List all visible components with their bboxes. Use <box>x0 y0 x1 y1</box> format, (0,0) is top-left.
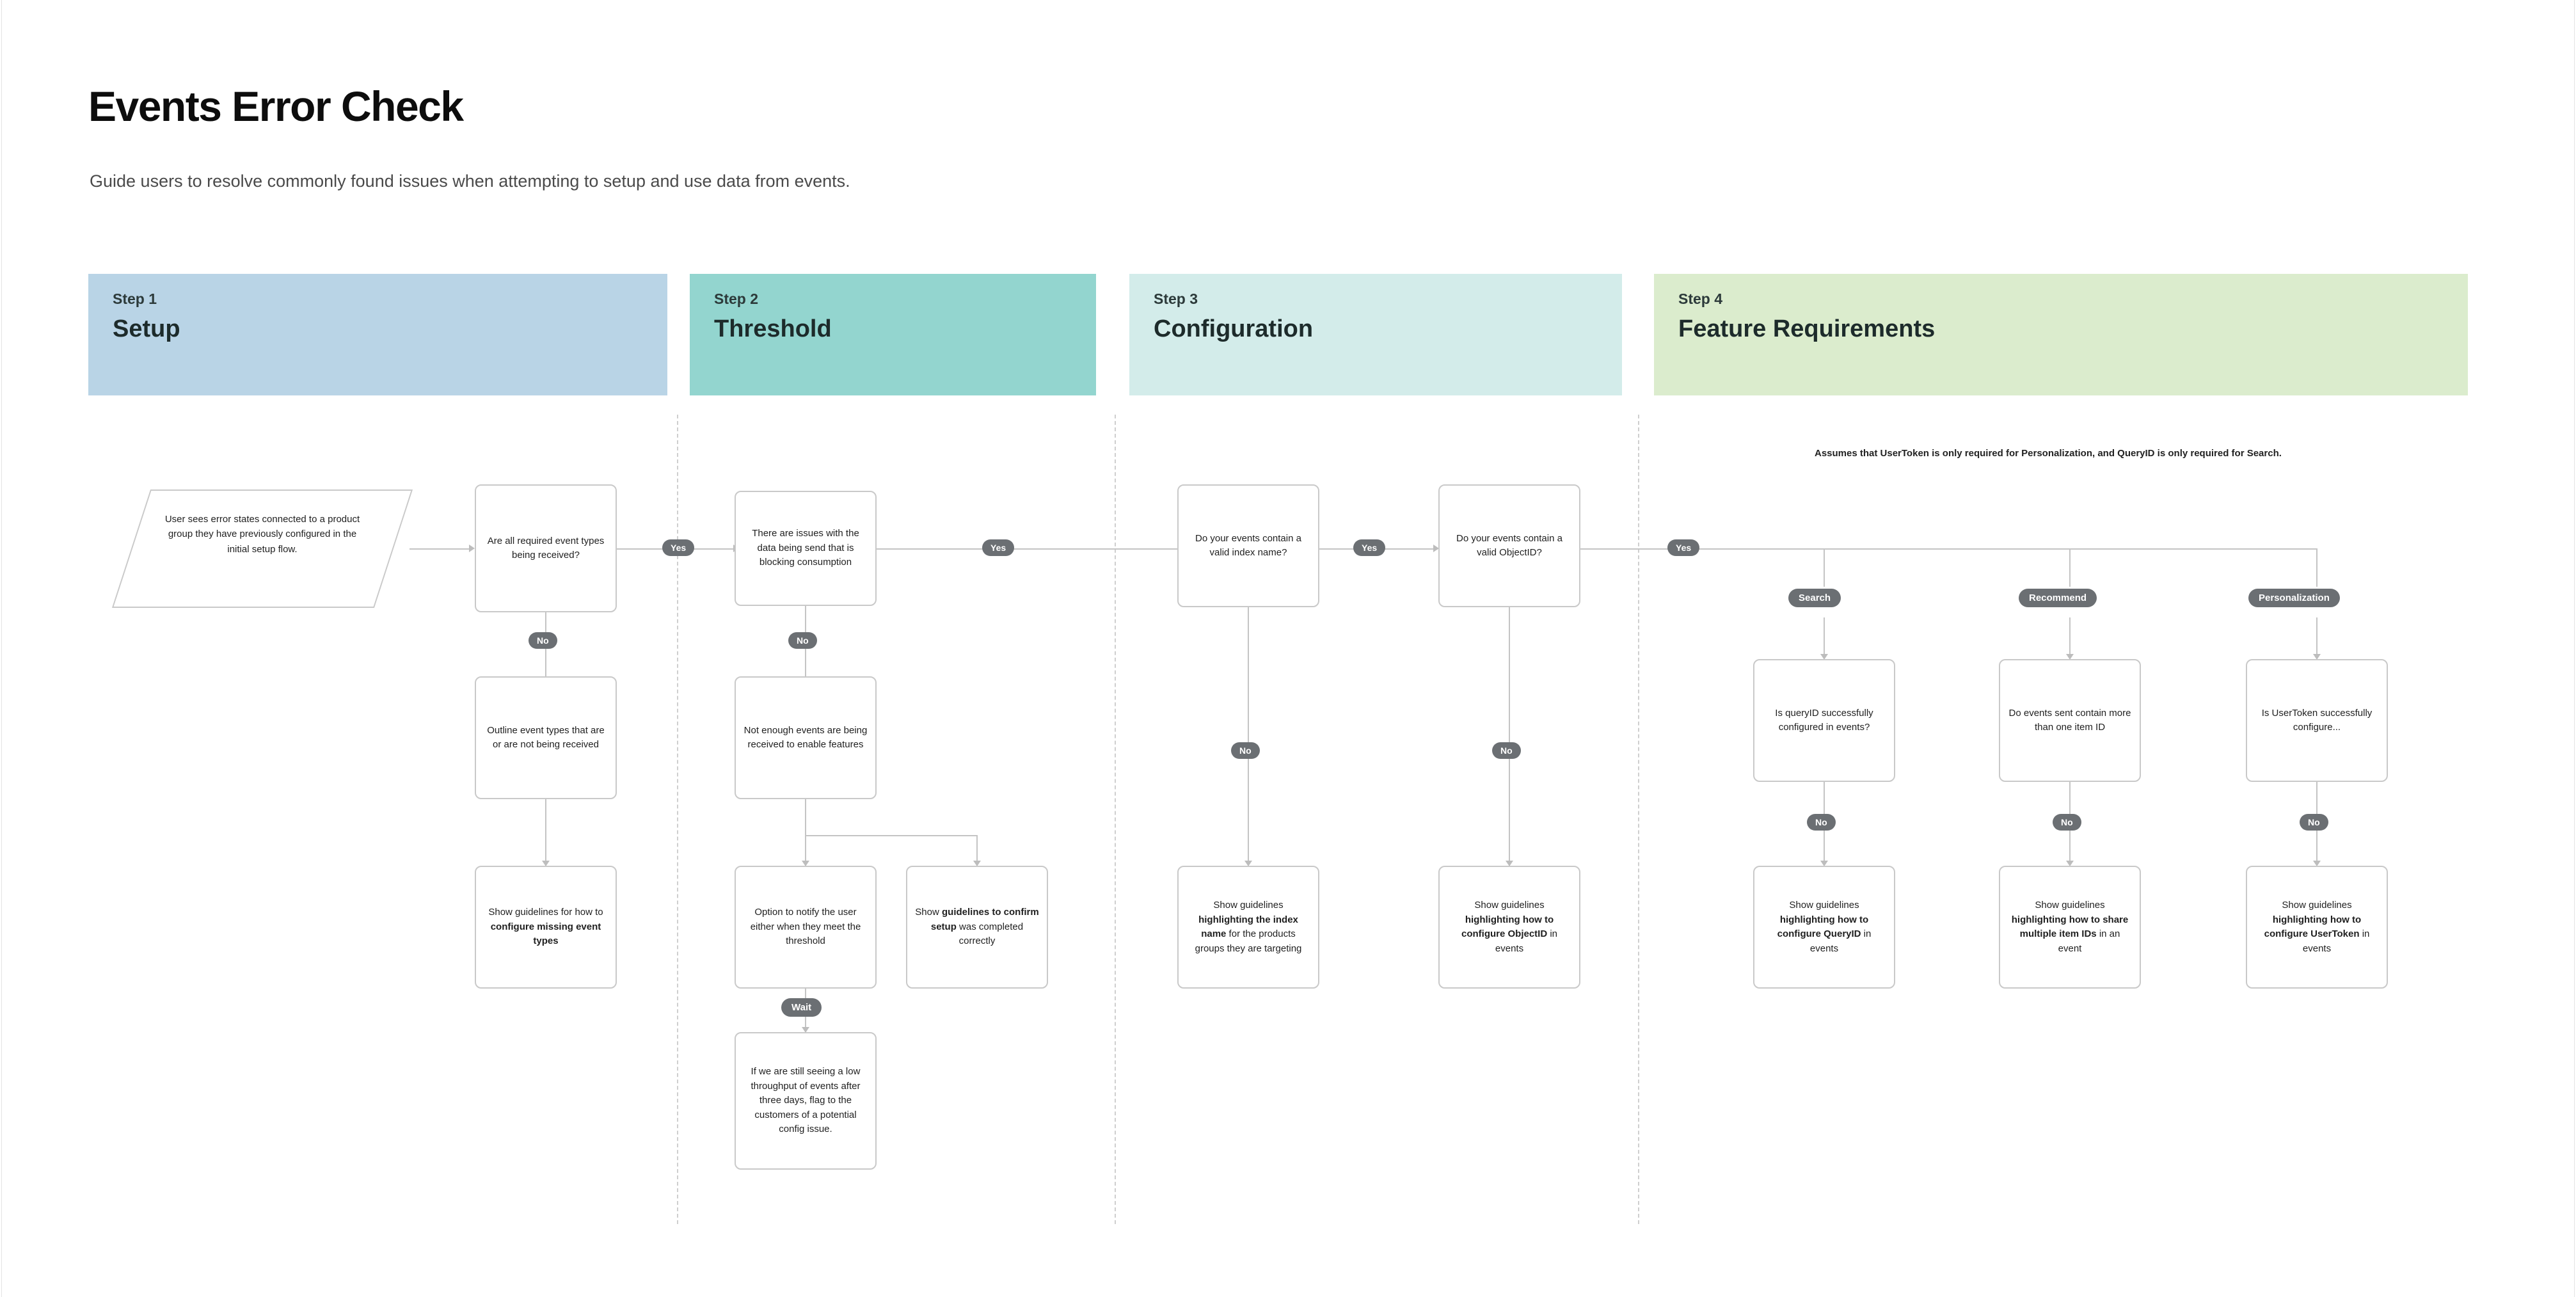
connector-q3-no <box>1248 607 1249 870</box>
pill-no-step4b: No <box>2053 814 2081 831</box>
node-usertoken-guidelines[interactable] <box>2246 866 2388 989</box>
assumption-note: Assumes that UserToken is only required for Personalization, and QueryID is only required for Search. <box>1815 448 2282 459</box>
node-outline-event-types[interactable]: Outline event types that are or are not being received <box>475 676 617 799</box>
page-title: Events Error Check <box>88 83 463 130</box>
step-4-number: Step 4 <box>1678 290 1723 307</box>
lane-divider-2 <box>1115 415 1116 1224</box>
pill-no-step3a: No <box>1231 742 1260 759</box>
step-3-number: Step 3 <box>1154 290 1198 307</box>
decision-data-issues-blocking-consumption[interactable]: There are issues with the data being send that is blocking consumption <box>735 491 877 606</box>
step-header-feature-requirements <box>1654 274 2468 395</box>
decision-valid-objectid[interactable]: Do your events contain a valid ObjectID? <box>1438 484 1580 607</box>
step-4-name: Feature Requirements <box>1678 315 1936 342</box>
step-1-number: Step 1 <box>113 290 157 307</box>
pill-yes-step2: Yes <box>982 539 1014 556</box>
step-header-configuration <box>1129 274 1622 395</box>
pill-yes-step1: Yes <box>662 539 694 556</box>
connector-n1-guide <box>545 799 546 867</box>
pill-personalization: Personalization <box>2248 589 2340 607</box>
node-notify-threshold[interactable]: Option to notify the user either when they meet the threshold <box>735 866 877 989</box>
connector-q2-yes <box>877 548 1182 550</box>
pill-no-step1: No <box>529 632 557 649</box>
connector-recommend-q6 <box>2069 617 2071 659</box>
node-multiple-item-ids-guidelines-text: Show guidelines highlighting how to share multiple item IDs in an event <box>2011 900 2129 954</box>
lane-divider-1 <box>677 415 678 1224</box>
pill-wait: Wait <box>781 998 822 1017</box>
pill-search: Search <box>1788 589 1841 607</box>
node-queryid-guidelines[interactable] <box>1753 866 1895 989</box>
node-usertoken-guidelines-text: Show guidelines highlighting how to configure UserToken in events <box>2264 900 2370 954</box>
start-node-text: User sees error states connected to a product group they have previously configured in the initial setup flow. <box>164 514 360 555</box>
decision-queryid-configured[interactable]: Is queryID successfully configured in events? <box>1753 659 1895 782</box>
connector-branch-recommend <box>2069 548 2071 587</box>
node-low-throughput-flag[interactable]: If we are still seeing a low throughput of events after three days, flag to the customers of a potential config issue. <box>735 1032 877 1170</box>
pill-no-step4c: No <box>2300 814 2328 831</box>
canvas-right-edge <box>2574 0 2575 1297</box>
connector-branch-personalization <box>2316 548 2318 587</box>
connector-search-q5 <box>1824 617 1825 659</box>
node-queryid-guidelines-text: Show guidelines highlighting how to configure QueryID in events <box>1777 900 1872 954</box>
connector-q4-no <box>1509 607 1510 870</box>
node-index-name-guidelines[interactable] <box>1177 866 1319 989</box>
node-objectid-guidelines-text: Show guidelines highlighting how to configure ObjectID in events <box>1461 900 1558 954</box>
step-header-threshold <box>690 274 1096 395</box>
connector-branch-search <box>1824 548 1825 587</box>
connector-start-q1 <box>409 548 470 550</box>
arrow-start-q1 <box>469 545 475 552</box>
node-guidelines-missing-event-types[interactable] <box>475 866 617 989</box>
pill-no-step3b: No <box>1492 742 1521 759</box>
connector-n2-branch <box>805 835 978 836</box>
pill-no-step4a: No <box>1807 814 1836 831</box>
step-2-name: Threshold <box>714 315 832 342</box>
node-index-name-guidelines-text: Show guidelines highlighting the index name for the products groups they are targeting <box>1195 900 1302 954</box>
pill-no-step2: No <box>788 632 817 649</box>
canvas-left-edge <box>1 0 2 1297</box>
decision-multiple-item-ids[interactable]: Do events sent contain more than one item ID <box>1999 659 2141 782</box>
lane-divider-3 <box>1638 415 1639 1224</box>
step-1-name: Setup <box>113 315 180 342</box>
decision-required-event-types[interactable]: Are all required event types being received? <box>475 484 617 612</box>
node-multiple-item-ids-guidelines[interactable] <box>1999 866 2141 989</box>
step-3-name: Configuration <box>1154 315 1314 342</box>
node-confirm-setup-text: Show guidelines to confirm setup was completed correctly <box>915 907 1039 947</box>
pill-recommend: Recommend <box>2019 589 2097 607</box>
node-not-enough-events[interactable]: Not enough events are being received to enable features <box>735 676 877 799</box>
page-subtitle: Guide users to resolve commonly found issues when attempting to setup and use data from events. <box>90 171 850 191</box>
node-confirm-setup-guidelines[interactable] <box>906 866 1048 989</box>
node-guidelines-missing-event-types-text: Show guidelines for how to configure missing event types <box>488 907 603 947</box>
connector-n2-down <box>805 799 806 836</box>
pill-yes-step3: Yes <box>1353 539 1385 556</box>
node-objectid-guidelines[interactable] <box>1438 866 1580 989</box>
decision-usertoken-configured[interactable]: Is UserToken successfully configure... <box>2246 659 2388 782</box>
step-2-number: Step 2 <box>714 290 759 307</box>
step-header-setup <box>88 274 667 395</box>
pill-yes-step4: Yes <box>1667 539 1699 556</box>
decision-valid-index-name[interactable]: Do your events contain a valid index name? <box>1177 484 1319 607</box>
connector-personalization-q7 <box>2316 617 2318 659</box>
